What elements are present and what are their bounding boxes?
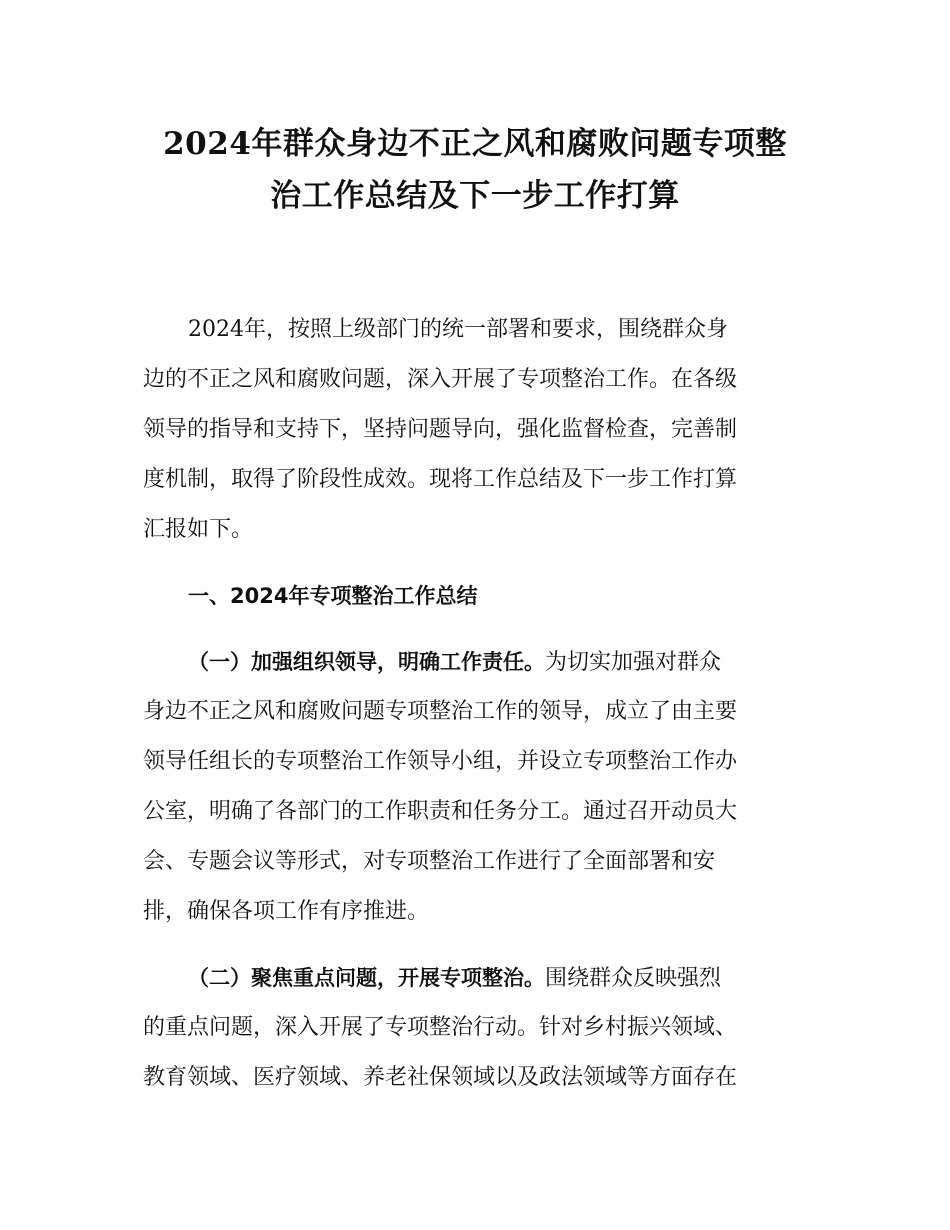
subsection-2-lead: （二）聚焦重点问题，开展专项整治。 bbox=[188, 966, 545, 990]
paragraph-line: 汇报如下。 bbox=[143, 517, 254, 542]
paragraph-line: 公室，明确了各部门的工作职责和任务分工。通过召开动员大 bbox=[143, 799, 738, 824]
paragraph-line: 2024年，按照上级部门的统一部署和要求，围绕群众身 bbox=[188, 317, 728, 342]
document-body bbox=[143, 305, 811, 1103]
paragraph-line bbox=[143, 637, 811, 687]
paragraph-line: 领导的指导和支持下，坚持问题导向，强化监督检查，完善制 bbox=[143, 417, 738, 442]
subsection-1-lead: （一）加强组织领导，明确工作责任。 bbox=[188, 650, 545, 674]
paragraph-line: 领导任组长的专项整治工作领导小组，并设立专项整治工作办 bbox=[143, 749, 738, 774]
paragraph-line: 度机制，取得了阶段性成效。现将工作总结及下一步工作打算 bbox=[143, 467, 738, 492]
section-heading-1: 一、2024年专项整治工作总结 bbox=[188, 584, 478, 608]
paragraph-line: 排，确保各项工作有序推进。 bbox=[143, 899, 430, 924]
paragraph-line: 会、专题会议等形式，对专项整治工作进行了全面部署和安 bbox=[143, 849, 716, 874]
document-title bbox=[120, 118, 830, 222]
subsection-1-paragraph bbox=[143, 637, 811, 937]
subsection-2-paragraph bbox=[143, 953, 811, 1103]
paragraph-line: 教育领域、医疗领域、养老社保领域以及政法领域等方面存在 bbox=[143, 1065, 738, 1090]
paragraph-line: 边的不正之风和腐败问题，深入开展了专项整治工作。在各级 bbox=[143, 367, 738, 392]
paragraph-line: 身边不正之风和腐败问题专项整治工作的领导，成立了由主要 bbox=[143, 699, 738, 724]
intro-paragraph bbox=[143, 305, 811, 555]
title-line-1: 2024年群众身边不正之风和腐败问题专项整 bbox=[163, 126, 787, 162]
paragraph-text: 为切实加强对群众 bbox=[545, 650, 722, 675]
paragraph-text: 围绕群众反映强烈 bbox=[545, 966, 722, 991]
paragraph-line: 的重点问题，深入开展了专项整治行动。针对乡村振兴领域、 bbox=[143, 1015, 738, 1040]
paragraph-line bbox=[143, 953, 811, 1003]
title-line-2: 治工作总结及下一步工作打算 bbox=[270, 178, 680, 214]
